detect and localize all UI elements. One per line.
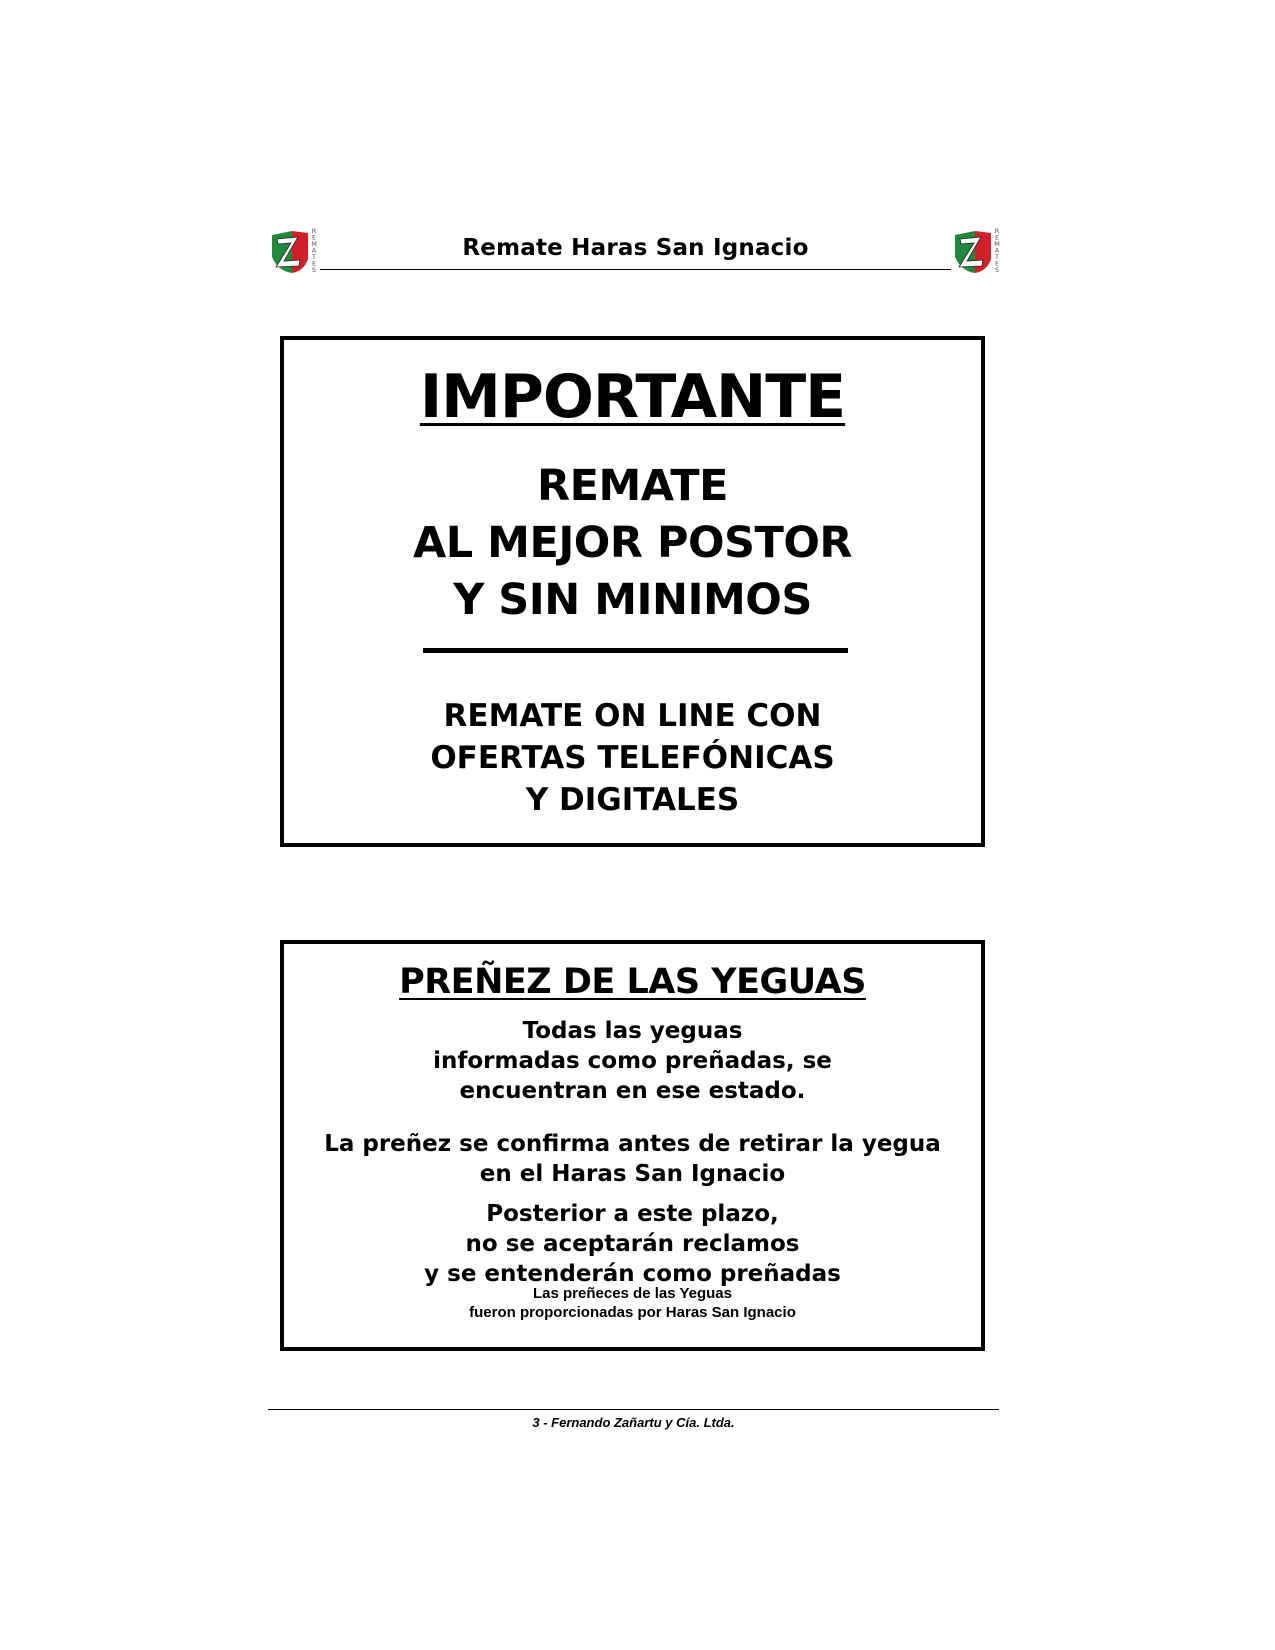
footer-rule	[268, 1409, 999, 1410]
svg-text:A: A	[311, 246, 317, 255]
prenez-paragraph-1	[284, 1016, 981, 1106]
paragraph-line: no se aceptarán reclamos	[465, 1231, 800, 1257]
note-line: fueron proporcionadas por Haras San Ignacio	[469, 1304, 796, 1321]
paragraph-line: Todas las yeguas	[522, 1018, 743, 1044]
svg-text:S: S	[311, 266, 317, 274]
page-header	[268, 222, 1003, 277]
remate-line: AL MEJOR POSTOR	[413, 518, 852, 568]
importante-box	[280, 336, 985, 847]
prenez-paragraph-2	[284, 1129, 981, 1189]
prenez-source-note	[284, 1284, 981, 1322]
importante-title-text: IMPORTANTE	[419, 362, 846, 432]
svg-text:R: R	[311, 227, 317, 235]
svg-text:E: E	[311, 233, 317, 242]
svg-text:R: R	[994, 227, 1000, 235]
svg-text:M: M	[994, 240, 1000, 248]
paragraph-line: Posterior a este plazo,	[486, 1201, 779, 1227]
online-line: OFERTAS TELEFÓNICAS	[430, 740, 835, 776]
svg-text:E: E	[994, 259, 1000, 268]
footer-text: 3 - Fernando Zañartu y Cía. Ltda.	[532, 1415, 735, 1430]
svg-text:M: M	[311, 240, 317, 248]
prenez-box	[280, 940, 985, 1351]
remate-line: Y SIN MINIMOS	[453, 575, 812, 625]
header-rule	[320, 269, 951, 270]
svg-text:S: S	[994, 266, 1000, 274]
importante-title	[284, 362, 981, 432]
prenez-title	[284, 962, 981, 1002]
online-line: REMATE ON LINE CON	[443, 698, 822, 734]
online-auction-info	[284, 695, 981, 821]
prenez-title-text: PREÑEZ DE LAS YEGUAS	[399, 962, 866, 1002]
note-line: Las preñeces de las Yeguas	[532, 1285, 732, 1302]
paragraph-line: en el Haras San Ignacio	[479, 1161, 786, 1187]
svg-text:E: E	[311, 259, 317, 268]
prenez-paragraph-3	[284, 1199, 981, 1289]
paragraph-line: y se entenderán como preñadas	[424, 1261, 841, 1287]
svg-text:T: T	[995, 253, 999, 261]
header-title: Remate Haras San Ignacio	[462, 235, 809, 261]
zl-remates-logo-right	[951, 227, 1003, 277]
paragraph-line: encuentran en ese estado.	[459, 1078, 806, 1104]
svg-text:E: E	[994, 233, 1000, 242]
svg-text:A: A	[994, 246, 1000, 255]
paragraph-line: informadas como preñadas, se	[433, 1048, 832, 1074]
remate-line: REMATE	[537, 461, 728, 511]
svg-text:T: T	[312, 253, 316, 261]
remate-conditions	[284, 458, 981, 629]
online-line: Y DIGITALES	[525, 782, 740, 818]
section-divider	[423, 648, 848, 653]
paragraph-line: La preñez se confirma antes de retirar la yegua	[324, 1131, 941, 1157]
